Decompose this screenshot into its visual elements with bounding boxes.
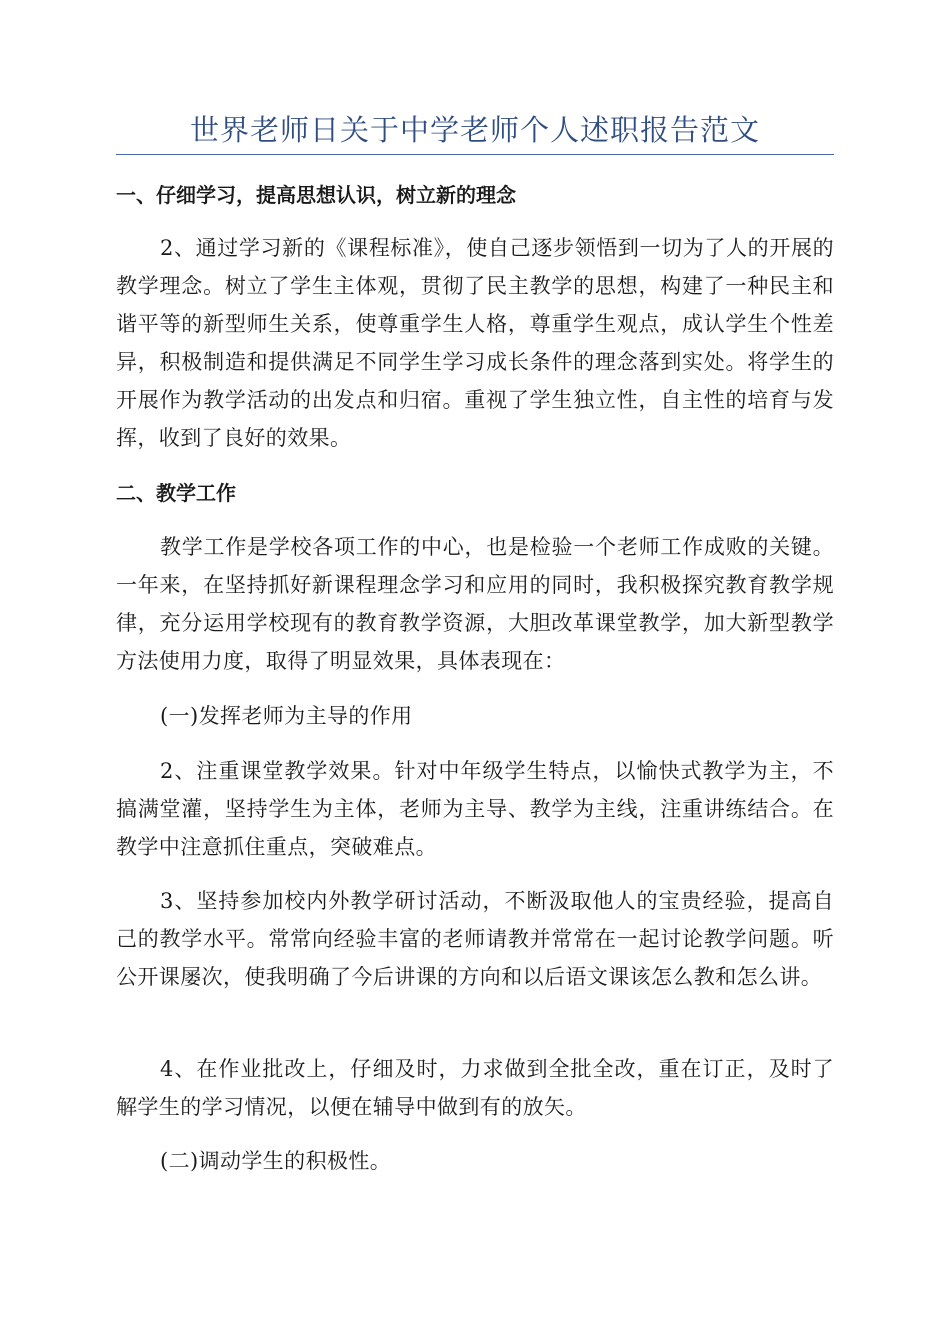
paragraph: 4、在作业批改上，仔细及时，力求做到全批全改，重在订正，及时了解学生的学习情况，以便在辅导中做到有的放矢。 [116,1057,834,1119]
sub-heading-1: (一)发挥老师为主导的作用 [160,704,413,728]
sub-heading-2: (二)调动学生的积极性。 [160,1149,392,1173]
paragraph: 3、坚持参加校内外教学研讨活动，不断汲取他人的宝贵经验，提高自己的教学水平。常常向经验丰富的老师请教并常常在一起讨论教学问题。听公开课屡次，使我明确了今后讲课的方向和以后语文课该怎么教和怎么讲。 [116,889,834,989]
title-divider [116,154,834,155]
section-heading-1: 一、仔细学习，提高思想认识，树立新的理念 [116,183,516,207]
section-heading-2: 二、教学工作 [116,481,236,505]
paragraph: 2、通过学习新的《课程标准》，使自己逐步领悟到一切为了人的开展的教学理念。树立了学生主体观，贯彻了民主教学的思想，构建了一种民主和谐平等的新型师生关系，使尊重学生人格，尊重学生观点，成认学生个性差异，积极制造和提供满足不同学生学习成长条件的理念落到实处。将学生的开展作为教学活动的出发点和归宿。重视了学生独立性，自主性的培育与发挥，收到了良好的效果。 [116,236,834,450]
document-title: 世界老师日关于中学老师个人述职报告范文 [189,113,760,147]
paragraph: 教学工作是学校各项工作的中心，也是检验一个老师工作成败的关键。一年来，在坚持抓好新课程理念学习和应用的同时，我积极探究教育教学规律，充分运用学校现有的教育教学资源，大胆改革课堂教学，加大新型教学方法使用力度，取得了明显效果，具体表现在： [116,535,834,673]
paragraph: 2、注重课堂教学效果。针对中年级学生特点，以愉快式教学为主，不搞满堂灌，坚持学生为主体，老师为主导、教学为主线，注重讲练结合。在教学中注意抓住重点，突破难点。 [116,759,834,859]
